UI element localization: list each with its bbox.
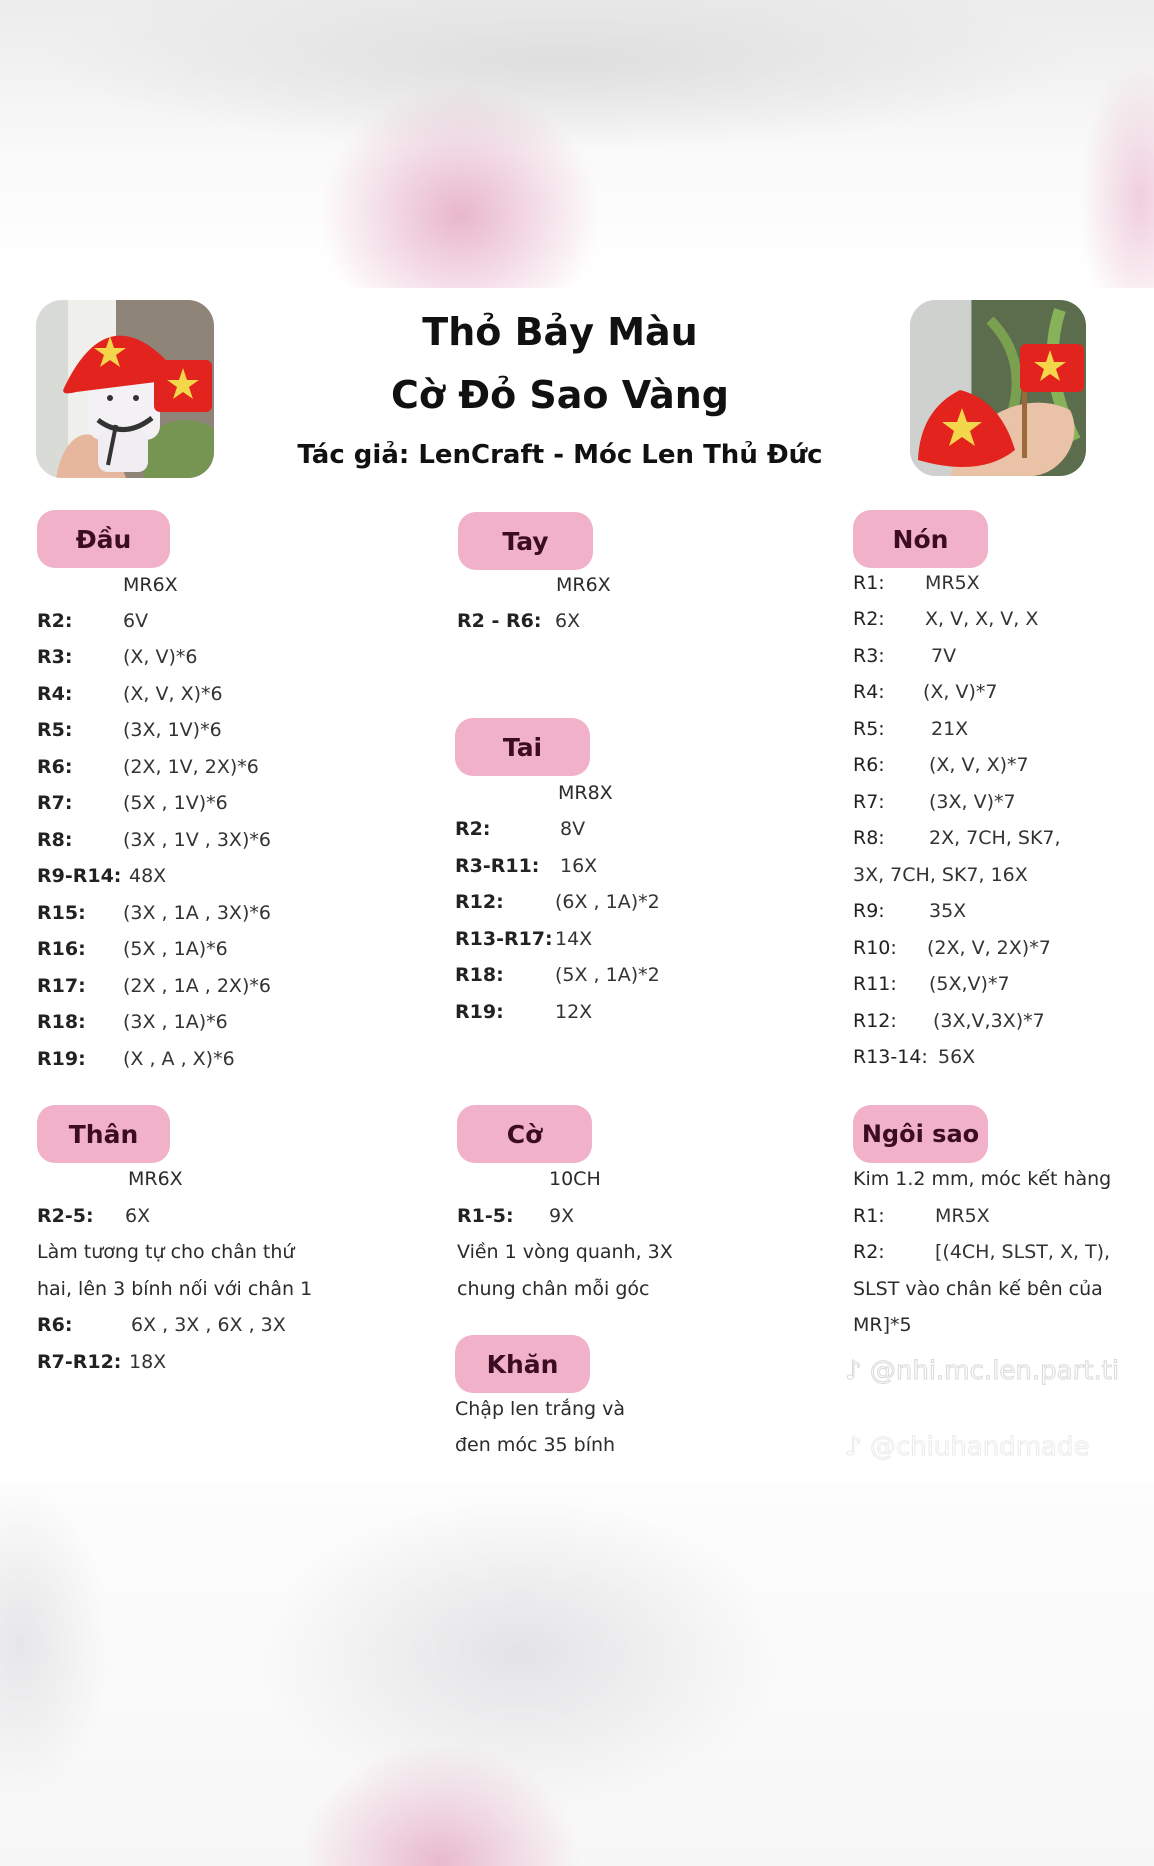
ngoi-sao-note-line1: Kim 1.2 mm, móc kết hàng <box>853 1168 1112 1190</box>
watermark-2-text: @chiuhandmade <box>869 1432 1090 1462</box>
pattern-title-line1: Thỏ Bảy Màu <box>422 310 698 354</box>
co-note-line2: chung chân mỗi góc <box>457 1278 650 1300</box>
watermark-1 <box>845 1356 1119 1386</box>
section-header-ngoi-sao: Ngôi sao <box>853 1105 988 1163</box>
than-note-line1: Làm tương tự cho chân thứ <box>37 1241 295 1263</box>
tai-start: MR8X <box>558 782 613 804</box>
than-start: MR6X <box>128 1168 183 1190</box>
tay-start: MR6X <box>556 574 611 596</box>
tiktok-icon: ♪ <box>845 1356 862 1386</box>
watermark-1-text: @nhi.mc.len.part.ti <box>869 1356 1120 1386</box>
ngoi-sao-note-line2: SLST vào chân kế bên của <box>853 1278 1103 1300</box>
ngoi-sao-note-line3: MR]*5 <box>853 1314 912 1336</box>
section-header-dau: Đầu <box>37 510 170 568</box>
section-header-tay: Tay <box>458 512 593 570</box>
pattern-title-line2: Cờ Đỏ Sao Vàng <box>391 373 729 417</box>
pattern-author: Tác giả: LenCraft - Móc Len Thủ Đức <box>297 440 823 470</box>
than-note-line2: hai, lên 3 bính nối với chân 1 <box>37 1278 313 1300</box>
co-note-line1: Viền 1 vòng quanh, 3X <box>457 1241 673 1263</box>
section-header-non: Nón <box>853 510 988 568</box>
watermark-2 <box>845 1432 1090 1462</box>
blurred-background-top <box>0 0 1154 288</box>
pattern-card: Thỏ Bảy Màu Cờ Đỏ Sao Vàng Tác giả: LenCraft - Móc Len Thủ Đức Đầu MR6X R2: 6V R3: (X, V)*6 R4: (X, V, X)*6 R5: (3X, 1V)*6 R6: (2X, 1V, 2X)*6 R7: (5X , 1V)*6 R8: (3X , 1V , 3X)*6 R9-R14: 48X R15: (3X , 1A , 3X)*6 R16: (5X , 1A)*6 R17: (2X , 1A , 2X)*6 R18: (3X , 1A)*6 R19: (X , A , X)*6 Thân MR6X R2-5: 6X Làm tương tự cho chân thứ hai, lên 3 bính nối với chân 1 R6: 6X , 3X , 6X , 3X R7-R12: 18X Tay MR6X R2 - R6: 6X Tai MR8X R2: 8V R3-R11: 16X R12: (6X , 1A)*2 R13-R17: 14X R18: (5X , 1A)*2 R19: 12X Cờ 10CH R1-5: 9X Viền 1 vòng quanh, 3X chung chân mỗi góc Khăn Chập len trắng và đen móc 35 bính Nón R1: MR5X R2: X, V, X, V, X R3: 7V R4: (X, V)*7 R5: 21X R6: (X, V, X)*7 R7: (3X, V)*7 R8: 2X, 7CH, SK7, 3X, 7CH, SK7, 16X R9: 35X R10: (2X, V, 2X)*7 R11: (5X,V)*7 R12: (3X,V,3X)*7 R13-14: 56X Ngôi sao Kim 1.2 mm, móc kết hàng R1: MR5X R2: [(4CH, SLST, X, T), SLST vào chân kế bên của MR]*5 ♪ @nhi.mc.len.part.ti ♪ @chiuhandmade <box>0 288 1154 1483</box>
khan-note-line1: Chập len trắng và <box>455 1398 626 1420</box>
blurred-background-bottom <box>0 1483 1154 1866</box>
khan-note-line2: đen móc 35 bính <box>455 1434 616 1456</box>
dau-start: MR6X <box>123 574 178 596</box>
section-header-khan: Khăn <box>455 1335 590 1393</box>
section-header-co: Cờ <box>457 1105 592 1163</box>
section-header-than: Thân <box>37 1105 170 1163</box>
co-start: 10CH <box>549 1168 601 1190</box>
tiktok-icon: ♪ <box>845 1432 862 1462</box>
section-header-tai: Tai <box>455 718 590 776</box>
